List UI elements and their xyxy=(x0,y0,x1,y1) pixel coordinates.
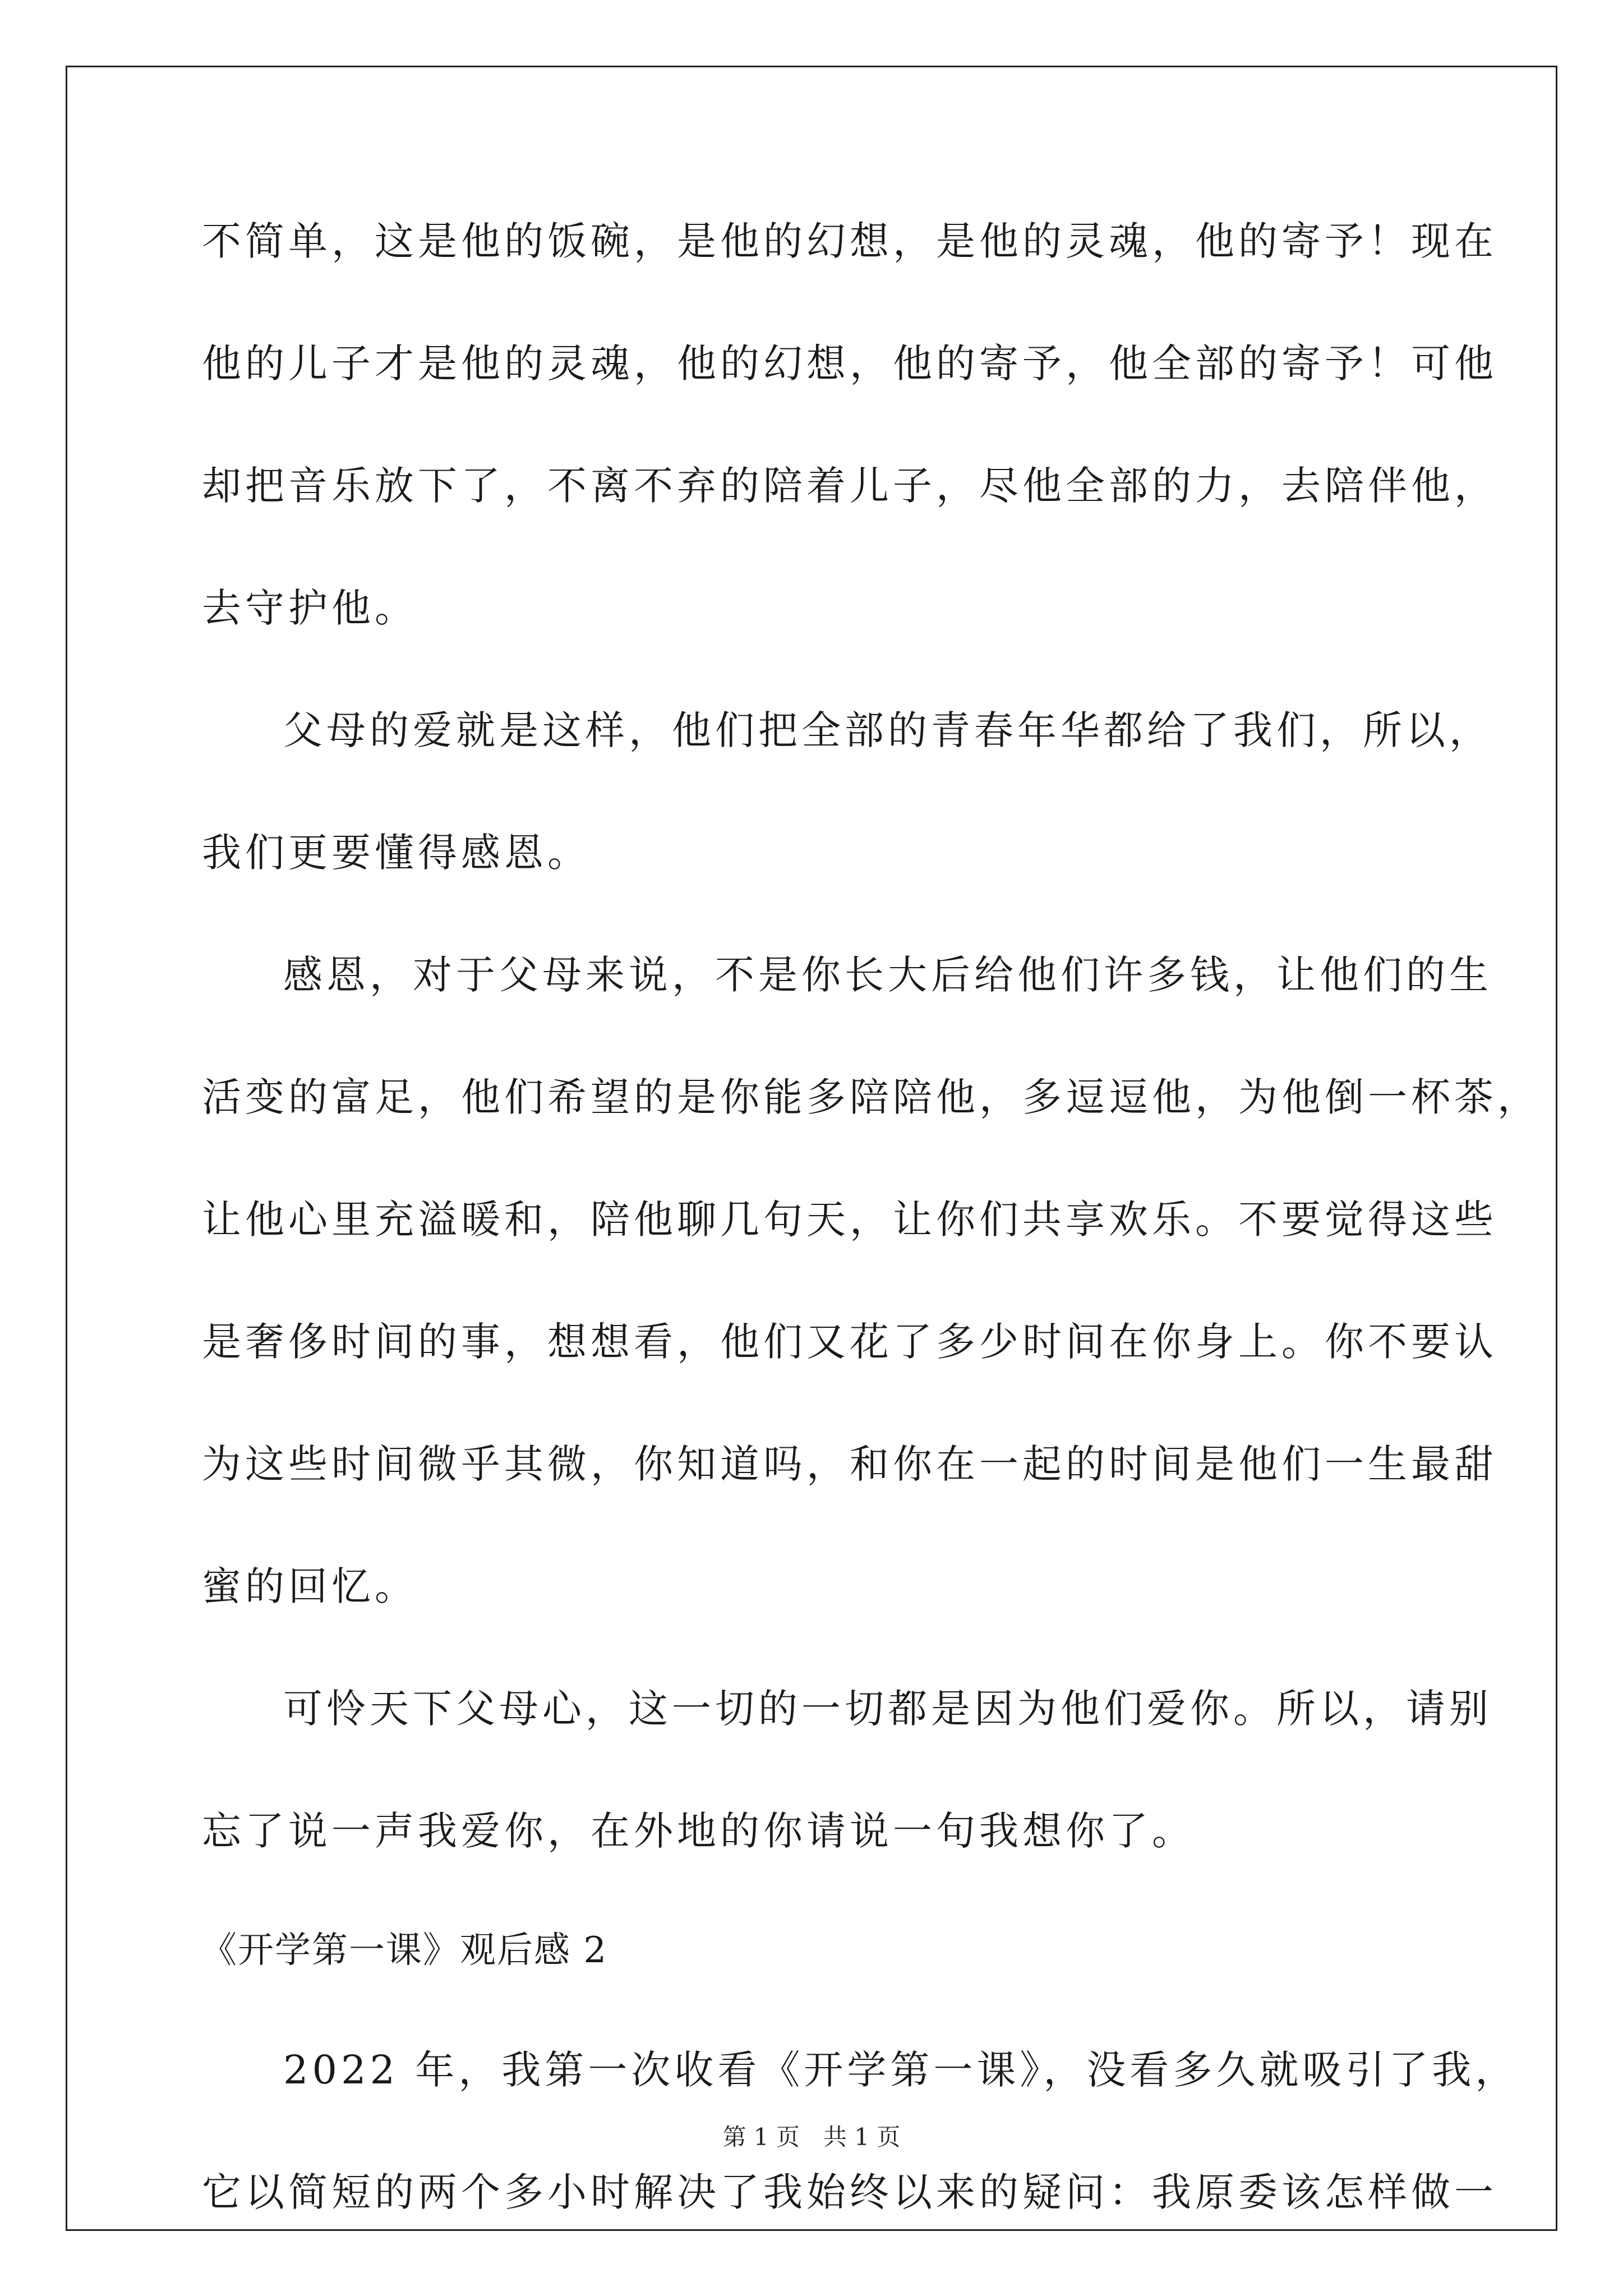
text-line: 他的儿子才是他的灵魂，他的幻想，他的寄予，他全部的寄予！可他 xyxy=(202,341,1497,386)
text-line: 去守护他。 xyxy=(202,585,418,631)
text-line: 父母的爱就是这样，他们把全部的青春年华都给了我们，所以， xyxy=(283,707,1492,753)
section-heading: 《开学第一课》观后感 2 xyxy=(201,1930,608,1971)
text-line: 感恩，对于父母来说，不是你长大后给他们许多钱，让他们的生 xyxy=(283,952,1492,998)
text-line: 可怜天下父母心，这一切的一切都是因为他们爱你。所以，请别 xyxy=(283,1686,1492,1732)
text-line: 为这些时间微乎其微，你知道吗，和你在一起的时间是他们一生最甜 xyxy=(202,1441,1497,1487)
text-line: 是奢侈时间的事，想想看，他们又花了多少时间在你身上。你不要认 xyxy=(202,1319,1497,1365)
text-line: 它以简短的两个多小时解决了我始终以来的疑问：我原委该怎样做一 xyxy=(202,2169,1497,2215)
text-line: 却把音乐放下了，不离不弃的陪着儿子，尽他全部的力，去陪伴他， xyxy=(202,463,1497,509)
document-body xyxy=(201,213,1541,2286)
text-line: 蜜的回忆。 xyxy=(202,1563,418,1609)
page-footer: 第 1 页 共 1 页 xyxy=(722,2123,901,2151)
text-line: 2022 年，我第一次收看《开学第一课》，没看多久就吸引了我， xyxy=(283,2047,1519,2093)
text-line: 忘了说一声我爱你，在外地的你请说一句我想你了。 xyxy=(202,1808,1195,1854)
text-line: 不简单，这是他的饭碗，是他的幻想，是他的灵魂，他的寄予！现在 xyxy=(202,218,1497,264)
text-line: 让他心里充溢暖和，陪他聊几句天，让你们共享欢乐。不要觉得这些 xyxy=(202,1197,1497,1243)
text-line: 活变的富足，他们希望的是你能多陪陪他，多逗逗他，为他倒一杯茶， xyxy=(202,1074,1541,1120)
text-line: 我们更要懂得感恩。 xyxy=(202,830,591,876)
